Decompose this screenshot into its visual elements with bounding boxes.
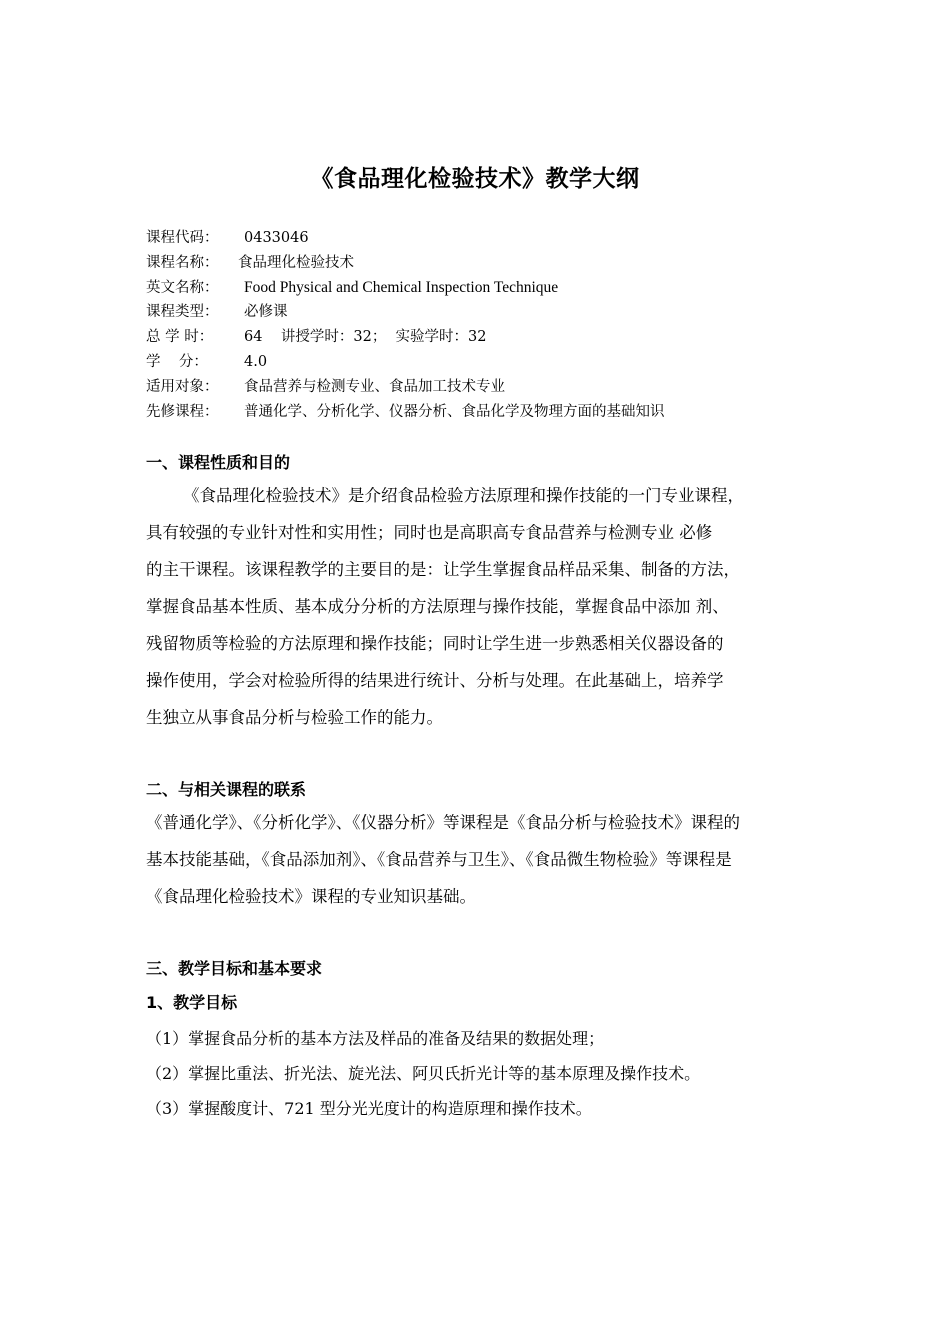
info-value-credits: 4.0 [244,353,268,370]
info-label-hours: 总 学 时： [146,329,214,346]
paragraph-line: 残留物质等检验的方法原理和操作技能；同时让学生进一步熟悉相关仪器设备的 [146,634,724,653]
info-label-prerequisites: 先修课程： [146,403,219,420]
paragraph-line: 基本技能基础，《食品添加剂》、《食品营养与卫生》、《食品微生物检验》等课程是 [146,850,732,869]
info-row-audience [146,375,665,400]
section-heading-related-courses: 二、与相关课程的联系 [146,780,307,799]
info-row-prerequisites [146,400,665,425]
section-body-related-courses [146,804,816,915]
info-row-credits [146,350,665,375]
paragraph-line: 掌握食品基本性质、基本成分分析的方法原理与操作技能，掌握食品中添加 剂、 [146,597,729,616]
info-row-code [146,226,665,251]
info-row-name [146,251,665,276]
info-row-hours [146,325,665,350]
info-row-type [146,300,665,325]
info-label-name: 课程名称： [146,254,219,271]
list-item: （1）掌握食品分析的基本方法及样品的准备及结果的数据处理； [146,1029,605,1048]
paragraph-line: 操作使用，学会对检验所得的结果进行统计、分析与处理。在此基础上，培养学 [146,671,724,690]
course-info-block [146,226,665,424]
paragraph-line: 具有较强的专业针对性和实用性；同时也是高职高专食品营养与检测专业 必修 [146,523,713,542]
section-body-nature [146,477,816,736]
info-label-english-name: 英文名称： [146,279,219,296]
list-item: （3）掌握酸度计、721 型分光光度计的构造原理和操作技术。 [146,1099,592,1118]
subheading-teaching-goals: 1、教学目标 [146,993,238,1012]
info-value-code: 0433046 [244,230,309,246]
section-heading-nature: 一、课程性质和目的 [146,453,291,472]
paragraph-line: 《食品理化检验技术》是介绍食品检验方法原理和操作技能的一门专业课程， [183,486,744,505]
info-label-credits: 学 分： [146,353,208,370]
info-label-type: 课程类型： [146,304,219,321]
info-value-audience: 食品营养与检测专业、食品加工技术专业 [244,378,505,395]
section-heading-objectives: 三、教学目标和基本要求 [146,959,323,978]
document-title: 《食品理化检验技术》教学大纲 [310,166,640,192]
info-value-hours: 64 讲授学时：32； 实验学时：32 [244,329,487,346]
info-value-prerequisites: 普通化学、分析化学、仪器分析、食品化学及物理方面的基础知识 [244,403,665,420]
paragraph-line: 生独立从事食品分析与检验工作的能力。 [146,708,443,727]
list-item: （2）掌握比重法、折光法、旋光法、阿贝氏折光计等的基本原理及操作技术。 [146,1064,701,1083]
info-label-audience: 适用对象： [146,378,219,395]
info-value-name: 食品理化检验技术 [238,254,354,271]
info-row-english-name [146,276,665,301]
teaching-goals-list [146,1021,700,1126]
info-value-type: 必修课 [244,304,288,321]
info-value-english-name: Food Physical and Chemical Inspection Technique [244,278,559,296]
paragraph-line: 《食品理化检验技术》课程的专业知识基础。 [146,887,476,906]
info-label-code: 课程代码： [146,230,219,246]
paragraph-line: 《普通化学》、《分析化学》、《仪器分析》等课程是《食品分析与检验技术》课程的 [146,813,740,832]
paragraph-line: 的主干课程。该课程教学的主要目的是：让学生掌握食品样品采集、制备的方法， [146,560,740,579]
